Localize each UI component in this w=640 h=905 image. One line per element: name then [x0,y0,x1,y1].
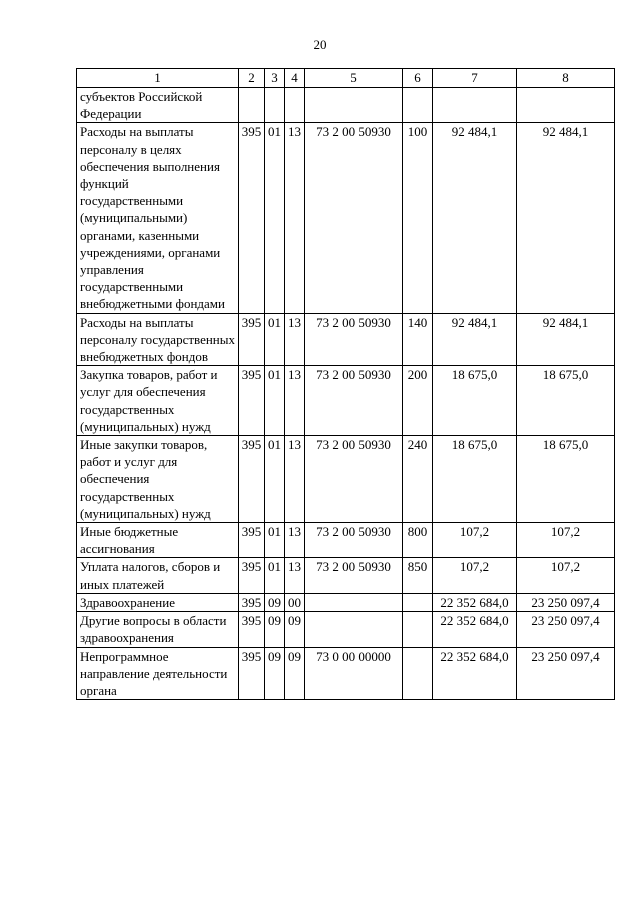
admin-code-cell: 395 [239,436,265,523]
admin-code-cell: 395 [239,612,265,647]
target-article-cell: 73 2 00 50930 [305,313,403,366]
amount-year-1-cell: 92 484,1 [433,123,517,313]
target-article-cell [305,612,403,647]
target-article-cell [305,88,403,123]
header-cell: 6 [403,69,433,88]
expense-type-cell: 800 [403,523,433,558]
row-name-cell: Уплата налогов, сборов и иных платежей [77,558,239,593]
amount-year-2-cell [517,88,615,123]
section-code-cell [265,88,285,123]
subsection-code-cell: 13 [285,123,305,313]
target-article-cell: 73 2 00 50930 [305,523,403,558]
expense-type-cell [403,593,433,611]
subsection-code-cell: 09 [285,612,305,647]
table-row [77,647,615,700]
row-name-cell: Иные закупки товаров, работ и услуг для обеспечения государственных (муниципальных) нужд [77,436,239,523]
table-row [77,523,615,558]
budget-table [76,68,615,700]
header-cell: 8 [517,69,615,88]
admin-code-cell: 395 [239,558,265,593]
expense-type-cell: 140 [403,313,433,366]
section-code-cell: 01 [265,366,285,436]
row-name-cell: Иные бюджетные ассигнования [77,523,239,558]
table-row [77,593,615,611]
header-cell: 3 [265,69,285,88]
table-header-row [77,69,615,88]
admin-code-cell [239,88,265,123]
amount-year-2-cell: 18 675,0 [517,436,615,523]
section-code-cell: 09 [265,647,285,700]
target-article-cell: 73 2 00 50930 [305,558,403,593]
amount-year-1-cell: 107,2 [433,523,517,558]
amount-year-1-cell: 107,2 [433,558,517,593]
expense-type-cell [403,647,433,700]
row-name-cell: Расходы на выплаты персоналу государственных внебюджетных фондов [77,313,239,366]
amount-year-1-cell: 18 675,0 [433,366,517,436]
row-name-cell: субъектов Российской Федерации [77,88,239,123]
section-code-cell: 01 [265,558,285,593]
amount-year-1-cell: 18 675,0 [433,436,517,523]
subsection-code-cell: 13 [285,313,305,366]
row-name-cell: Непрограммное направление деятельности органа [77,647,239,700]
subsection-code-cell: 00 [285,593,305,611]
admin-code-cell: 395 [239,647,265,700]
amount-year-1-cell: 22 352 684,0 [433,647,517,700]
section-code-cell: 01 [265,523,285,558]
admin-code-cell: 395 [239,593,265,611]
section-code-cell: 01 [265,436,285,523]
row-name-cell: Здравоохранение [77,593,239,611]
expense-type-cell: 200 [403,366,433,436]
table-row [77,436,615,523]
subsection-code-cell: 13 [285,366,305,436]
expense-type-cell: 100 [403,123,433,313]
amount-year-1-cell: 92 484,1 [433,313,517,366]
amount-year-2-cell: 107,2 [517,558,615,593]
section-code-cell: 01 [265,313,285,366]
target-article-cell: 73 0 00 00000 [305,647,403,700]
table-row [77,123,615,313]
row-name-cell: Расходы на выплаты персоналу в целях обеспечения выполнения функций государственными (муниципальными) органами, казенными учреждениями, органами управления государственными внебюджетными фондами [77,123,239,313]
page-number: 20 [313,37,327,52]
header-cell: 2 [239,69,265,88]
amount-year-1-cell [433,88,517,123]
expense-type-cell: 850 [403,558,433,593]
subsection-code-cell [285,88,305,123]
amount-year-1-cell: 22 352 684,0 [433,593,517,611]
expense-type-cell: 240 [403,436,433,523]
table-row [77,313,615,366]
table-row [77,612,615,647]
subsection-code-cell: 13 [285,523,305,558]
section-code-cell: 09 [265,593,285,611]
admin-code-cell: 395 [239,366,265,436]
subsection-code-cell: 13 [285,436,305,523]
header-cell: 4 [285,69,305,88]
target-article-cell [305,593,403,611]
amount-year-2-cell: 23 250 097,4 [517,647,615,700]
amount-year-2-cell: 23 250 097,4 [517,612,615,647]
table-row [77,558,615,593]
row-name-cell: Другие вопросы в области здравоохранения [77,612,239,647]
expense-type-cell [403,612,433,647]
amount-year-2-cell: 92 484,1 [517,313,615,366]
target-article-cell: 73 2 00 50930 [305,123,403,313]
header-cell: 5 [305,69,403,88]
expense-type-cell [403,88,433,123]
amount-year-2-cell: 107,2 [517,523,615,558]
amount-year-2-cell: 92 484,1 [517,123,615,313]
amount-year-1-cell: 22 352 684,0 [433,612,517,647]
section-code-cell: 09 [265,612,285,647]
target-article-cell: 73 2 00 50930 [305,366,403,436]
target-article-cell: 73 2 00 50930 [305,436,403,523]
admin-code-cell: 395 [239,523,265,558]
table-row [77,366,615,436]
admin-code-cell: 395 [239,123,265,313]
section-code-cell: 01 [265,123,285,313]
row-name-cell: Закупка товаров, работ и услуг для обеспечения государственных (муниципальных) нужд [77,366,239,436]
subsection-code-cell: 09 [285,647,305,700]
subsection-code-cell: 13 [285,558,305,593]
admin-code-cell: 395 [239,313,265,366]
header-cell: 1 [77,69,239,88]
amount-year-2-cell: 23 250 097,4 [517,593,615,611]
table-row [77,88,615,123]
header-cell: 7 [433,69,517,88]
amount-year-2-cell: 18 675,0 [517,366,615,436]
